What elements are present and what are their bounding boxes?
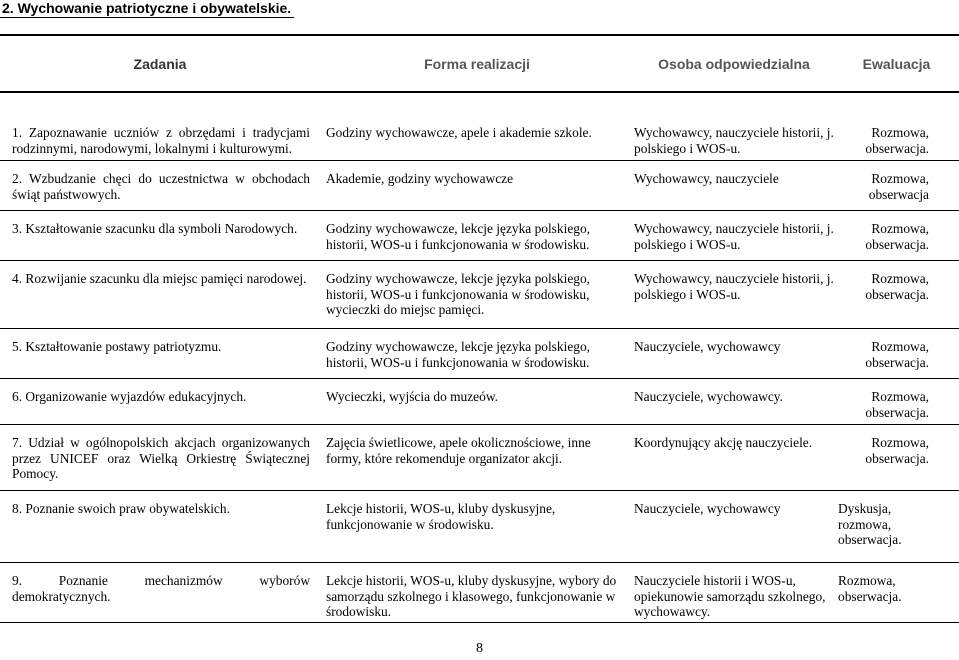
form-cell: Akademie, godziny wychowawcze [326, 171, 514, 186]
task-cell: 3. Kształtowanie szacunku dla symboli Narodowych. [12, 221, 298, 236]
table-row [0, 425, 959, 491]
eval-cell: Rozmowa, obserwacja. [865, 339, 929, 370]
form-cell: Godziny wychowawcze, lekcje języka polskiego, historii, WOS-u i funkcjonowania w środowisku. [326, 339, 590, 370]
header-forma-realizacji: Forma realizacji [320, 35, 634, 92]
form-cell: Lekcje historii, WOS-u, kluby dyskusyjne, wybory do samorządu szkolnego i klasowego, funkcjonowanie w środowisku. [326, 573, 617, 619]
person-cell: Wychowawcy, nauczyciele historii, j. polskiego i WOS-u. [634, 125, 834, 156]
form-cell: Godziny wychowawcze, apele i akademie szkole. [326, 125, 592, 140]
table-row [0, 491, 959, 563]
task-cell: 4. Rozwijanie szacunku dla miejsc pamięci narodowej. [12, 271, 307, 286]
table-row [0, 92, 959, 161]
form-cell: Lekcje historii, WOS-u, kluby dyskusyjne, funkcjonowanie w środowisku. [326, 501, 556, 532]
eval-cell: Rozmowa, obserwacja. [865, 221, 929, 252]
task-cell: 5. Kształtowanie postawy patriotyzmu. [12, 339, 222, 354]
form-cell: Godziny wychowawcze, lekcje języka polskiego, historii, WOS-u i funkcjonowania w środowisku. [326, 221, 590, 252]
task-cell: 1. Zapoznawanie uczniów z obrzędami i tradycjami rodzinnymi, narodowymi, lokalnymi i kulturowymi. [12, 125, 310, 156]
header-osoba-odpowiedzialna: Osoba odpowiedzialna [634, 35, 834, 92]
person-cell: Nauczyciele historii i WOS-u, opiekunowie samorządu szkolnego, wychowawcy. [634, 573, 826, 619]
eval-cell: Dyskusja, rozmowa, obserwacja. [838, 501, 902, 547]
eval-cell: Rozmowa, obserwacja. [865, 389, 929, 420]
tasks-table [0, 34, 959, 625]
table-row [0, 563, 959, 625]
task-cell: 7. Udział w ogólnopolskich akcjach organizowanych przez UNICEF oraz Wielką Orkiestrę Świątecznej Pomocy. [12, 435, 310, 481]
person-cell: Wychowawcy, nauczyciele historii, j. polskiego i WOS-u. [634, 221, 834, 252]
header-zadania: Zadania [0, 35, 320, 92]
form-cell: Godziny wychowawcze, lekcje języka polskiego, historii, WOS-u i funkcjonowania w środowisku, wycieczki do miejsc pamięci. [326, 271, 590, 317]
table-row [0, 211, 959, 261]
eval-cell: Rozmowa, obserwacja. [865, 125, 929, 156]
person-cell: Nauczyciele, wychowawcy [634, 501, 781, 516]
eval-cell: Rozmowa, obserwacja. [838, 573, 902, 604]
task-cell: 6. Organizowanie wyjazdów edukacyjnych. [12, 389, 247, 404]
person-cell: Nauczyciele, wychowawcy. [634, 389, 783, 404]
page-number: 8 [476, 641, 483, 656]
table-row [0, 161, 959, 211]
header-ewaluacja: Ewaluacja [834, 35, 959, 92]
eval-cell: Rozmowa, obserwacja [868, 171, 929, 202]
table-row [0, 379, 959, 425]
table-row [0, 261, 959, 329]
table-row [0, 329, 959, 379]
person-cell: Koordynujący akcję nauczyciele. [634, 435, 813, 450]
person-cell: Wychowawcy, nauczyciele [634, 171, 779, 186]
form-cell: Wycieczki, wyjścia do muzeów. [326, 389, 498, 404]
task-cell: 9. Poznanie mechanizmów wyborów demokratycznych. [12, 573, 310, 604]
section-title: 2. Wychowanie patriotyczne i obywatelskie. [0, 0, 294, 18]
person-cell: Wychowawcy, nauczyciele historii, j. polskiego i WOS-u. [634, 271, 834, 302]
eval-cell: Rozmowa, obserwacja. [865, 271, 929, 302]
page-bottom-rule [0, 622, 959, 623]
table-header-row [0, 35, 959, 92]
task-cell: 2. Wzbudzanie chęci do uczestnictwa w obchodach świąt państwowych. [12, 171, 310, 202]
person-cell: Nauczyciele, wychowawcy [634, 339, 781, 354]
eval-cell: Rozmowa, obserwacja. [865, 435, 929, 466]
tasks-table-wrap [0, 34, 959, 625]
task-cell: 8. Poznanie swoich praw obywatelskich. [12, 501, 230, 516]
form-cell: Zajęcia świetlicowe, apele okolicznościowe, inne formy, które rekomenduje organizator akcji. [326, 435, 591, 466]
